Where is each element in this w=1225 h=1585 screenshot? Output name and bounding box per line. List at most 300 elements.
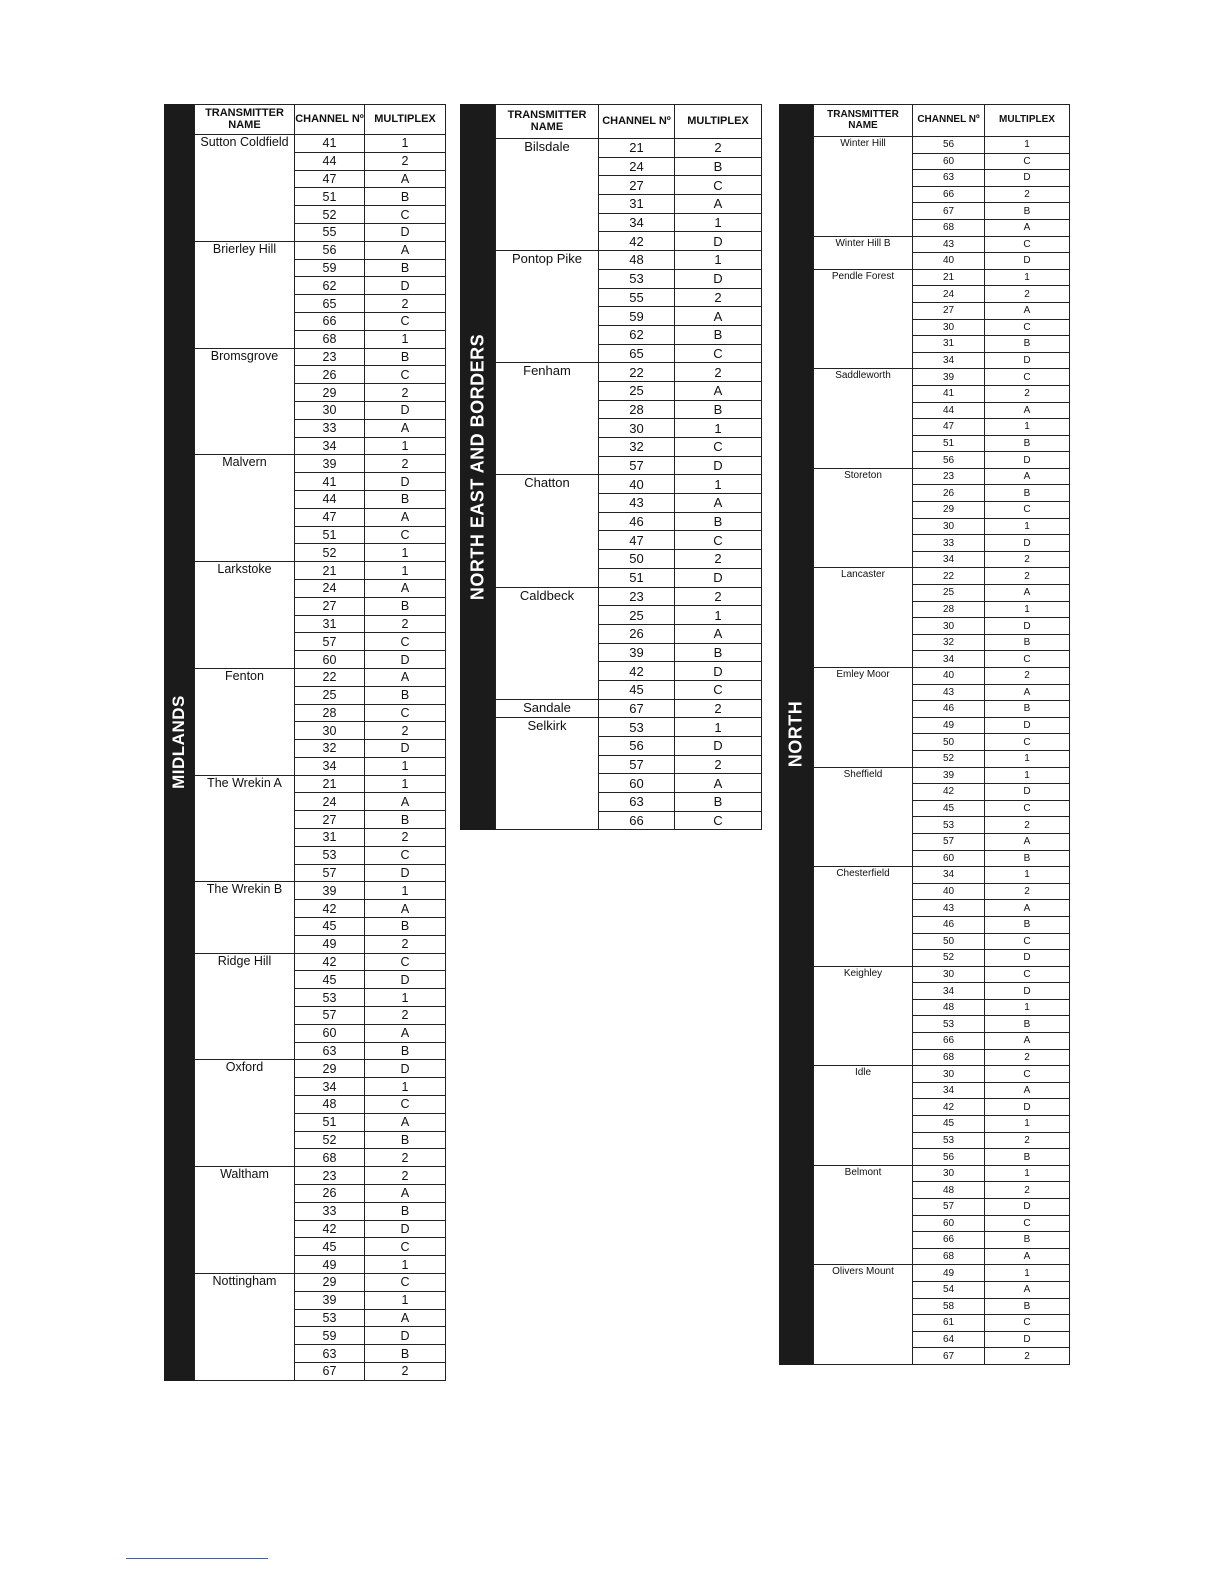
channel-cell: 53	[295, 1309, 365, 1327]
channel-cell: 27	[295, 597, 365, 615]
channel-cell: 68	[913, 1248, 985, 1265]
multiplex-cell: A	[675, 307, 762, 326]
multiplex-cell: 2	[365, 829, 446, 847]
multiplex-cell: A	[365, 579, 446, 597]
multiplex-cell: B	[675, 325, 762, 344]
channel-cell: 45	[913, 800, 985, 817]
channel-cell: 43	[913, 236, 985, 253]
channel-cell: 47	[913, 419, 985, 436]
channel-cell: 27	[599, 176, 675, 195]
channel-cell: 51	[295, 188, 365, 206]
channel-cell: 34	[913, 651, 985, 668]
channel-cell: 56	[913, 452, 985, 469]
channel-cell: 68	[913, 1049, 985, 1066]
channel-cell: 51	[913, 435, 985, 452]
transmitter-name: Winter Hill	[814, 137, 913, 237]
multiplex-cell: B	[365, 1345, 446, 1363]
channel-cell: 22	[599, 363, 675, 382]
channel-cell: 30	[295, 401, 365, 419]
multiplex-cell: D	[985, 1099, 1070, 1116]
multiplex-cell: 1	[675, 419, 762, 438]
transmitter-name: Pontop Pike	[496, 251, 599, 363]
multiplex-cell: C	[365, 1274, 446, 1292]
multiplex-cell: D	[365, 1060, 446, 1078]
multiplex-cell: 1	[675, 213, 762, 232]
transmitter-name: Winter Hill B	[814, 236, 913, 269]
table-row	[195, 882, 446, 900]
channel-cell: 42	[599, 232, 675, 251]
multiplex-cell: 1	[985, 750, 1070, 767]
multiplex-cell: A	[985, 1281, 1070, 1298]
multiplex-cell: 1	[365, 330, 446, 348]
channel-cell: 56	[295, 241, 365, 259]
table-row	[814, 668, 1070, 685]
channel-cell: 42	[913, 784, 985, 801]
channel-cell: 30	[913, 1066, 985, 1083]
multiplex-cell: 1	[365, 1078, 446, 1096]
channel-cell: 60	[913, 153, 985, 170]
channel-cell: 25	[599, 606, 675, 625]
multiplex-cell: B	[365, 918, 446, 936]
table-row	[195, 348, 446, 366]
multiplex-cell: D	[675, 662, 762, 681]
multiplex-cell: 1	[365, 882, 446, 900]
channel-cell: 45	[913, 1116, 985, 1133]
multiplex-cell: A	[675, 494, 762, 513]
channel-cell: 21	[913, 269, 985, 286]
multiplex-cell: 2	[985, 1049, 1070, 1066]
multiplex-cell: A	[365, 793, 446, 811]
multiplex-cell: 2	[675, 139, 762, 158]
table-row	[195, 953, 446, 971]
table-row	[814, 1265, 1070, 1282]
multiplex-cell: C	[365, 633, 446, 651]
channel-cell: 24	[295, 793, 365, 811]
region-label: MIDLANDS	[169, 695, 188, 790]
multiplex-cell: D	[365, 223, 446, 241]
channel-cell: 24	[295, 579, 365, 597]
channel-cell: 52	[295, 544, 365, 562]
region-band	[779, 104, 813, 1365]
channel-cell: 59	[295, 259, 365, 277]
channel-cell: 68	[913, 219, 985, 236]
transmitter-name: Brierley Hill	[195, 241, 295, 348]
multiplex-cell: C	[365, 366, 446, 384]
channel-cell: 47	[295, 170, 365, 188]
channel-cell: 66	[599, 811, 675, 830]
channel-cell: 45	[295, 918, 365, 936]
table-row	[496, 699, 762, 718]
channel-cell: 63	[599, 793, 675, 812]
channel-cell: 30	[913, 518, 985, 535]
multiplex-cell: D	[365, 864, 446, 882]
region-band	[460, 104, 495, 830]
channel-cell: 45	[295, 971, 365, 989]
transmitter-name: Chesterfield	[814, 867, 913, 967]
channel-cell: 34	[599, 213, 675, 232]
channel-cell: 26	[599, 624, 675, 643]
channel-cell: 53	[599, 269, 675, 288]
multiplex-cell: 2	[675, 363, 762, 382]
multiplex-cell: D	[365, 651, 446, 669]
channel-cell: 41	[295, 135, 365, 153]
transmitter-name: Sandale	[496, 699, 599, 718]
channel-cell: 33	[913, 535, 985, 552]
channel-cell: 60	[913, 1215, 985, 1232]
channel-cell: 34	[913, 983, 985, 1000]
channel-cell: 31	[599, 195, 675, 214]
multiplex-cell: B	[985, 1298, 1070, 1315]
channel-cell: 67	[913, 203, 985, 220]
channel-cell: 32	[599, 438, 675, 457]
channel-cell: 57	[599, 456, 675, 475]
channel-cell: 48	[295, 1096, 365, 1114]
table-row	[814, 369, 1070, 386]
multiplex-cell: D	[985, 950, 1070, 967]
channel-cell: 25	[295, 686, 365, 704]
transmitter-name: Oxford	[195, 1060, 295, 1167]
channel-cell: 34	[295, 437, 365, 455]
multiplex-cell: 2	[985, 385, 1070, 402]
channel-cell: 45	[295, 1238, 365, 1256]
multiplex-cell: C	[365, 846, 446, 864]
channel-cell: 26	[295, 1185, 365, 1203]
region-label: NORTH EAST AND BORDERS	[467, 334, 487, 601]
multiplex-cell: 1	[365, 544, 446, 562]
multiplex-cell: B	[365, 686, 446, 704]
channel-cell: 63	[295, 1345, 365, 1363]
multiplex-cell: A	[675, 624, 762, 643]
multiplex-cell: 1	[985, 137, 1070, 154]
channel-cell: 43	[599, 494, 675, 513]
multiplex-cell: C	[985, 966, 1070, 983]
channel-cell: 39	[913, 369, 985, 386]
channel-cell: 48	[599, 251, 675, 270]
multiplex-cell: B	[985, 916, 1070, 933]
transmitter-name: Belmont	[814, 1165, 913, 1265]
multiplex-cell: B	[985, 1232, 1070, 1249]
region-band	[164, 104, 194, 1381]
multiplex-cell: 2	[675, 550, 762, 569]
multiplex-cell: A	[985, 1033, 1070, 1050]
region-midlands	[164, 104, 446, 1381]
table-row	[496, 363, 762, 382]
multiplex-cell: 1	[365, 1291, 446, 1309]
multiplex-cell: A	[985, 402, 1070, 419]
channel-cell: 49	[913, 1265, 985, 1282]
multiplex-cell: C	[365, 1238, 446, 1256]
table-row	[195, 1060, 446, 1078]
channel-cell: 48	[913, 999, 985, 1016]
channel-cell: 42	[295, 953, 365, 971]
multiplex-cell: C	[985, 933, 1070, 950]
multiplex-cell: A	[985, 900, 1070, 917]
channel-cell: 39	[295, 882, 365, 900]
multiplex-cell: D	[675, 269, 762, 288]
channel-cell: 44	[295, 490, 365, 508]
transmitter-name: Idle	[814, 1066, 913, 1166]
multiplex-cell: C	[985, 502, 1070, 519]
multiplex-cell: D	[365, 401, 446, 419]
channel-cell: 34	[913, 1082, 985, 1099]
transmitter-name: Fenton	[195, 668, 295, 775]
channel-cell: 34	[295, 757, 365, 775]
table-row	[814, 1165, 1070, 1182]
multiplex-cell: A	[985, 219, 1070, 236]
multiplex-cell: D	[985, 352, 1070, 369]
table-row	[814, 137, 1070, 154]
multiplex-cell: 2	[365, 1149, 446, 1167]
multiplex-cell: D	[365, 277, 446, 295]
channel-cell: 28	[295, 704, 365, 722]
multiplex-cell: 1	[985, 269, 1070, 286]
channel-cell: 41	[913, 385, 985, 402]
table-row	[496, 251, 762, 270]
channel-cell: 40	[599, 475, 675, 494]
multiplex-cell: 1	[365, 1256, 446, 1274]
header-multiplex: MULTIPLEX	[985, 105, 1070, 137]
transmitter-name: Storeton	[814, 468, 913, 568]
channel-cell: 27	[295, 811, 365, 829]
multiplex-cell: 1	[985, 999, 1070, 1016]
table-row	[814, 468, 1070, 485]
transmitter-name: Waltham	[195, 1167, 295, 1274]
multiplex-cell: 1	[365, 437, 446, 455]
multiplex-cell: 1	[675, 606, 762, 625]
channel-cell: 66	[913, 186, 985, 203]
multiplex-cell: 2	[985, 668, 1070, 685]
transmitter-name: Nottingham	[195, 1274, 295, 1381]
multiplex-cell: B	[365, 188, 446, 206]
channel-cell: 52	[913, 950, 985, 967]
channel-cell: 60	[295, 1024, 365, 1042]
multiplex-cell: B	[985, 1016, 1070, 1033]
multiplex-cell: 2	[985, 186, 1070, 203]
channel-cell: 25	[913, 585, 985, 602]
channel-cell: 61	[913, 1315, 985, 1332]
channel-cell: 34	[295, 1078, 365, 1096]
multiplex-cell: 2	[675, 699, 762, 718]
channel-cell: 47	[599, 531, 675, 550]
multiplex-cell: A	[365, 1113, 446, 1131]
multiplex-cell: 2	[365, 1007, 446, 1025]
table-row	[195, 241, 446, 259]
multiplex-cell: D	[985, 618, 1070, 635]
multiplex-cell: B	[675, 643, 762, 662]
multiplex-cell: 2	[365, 152, 446, 170]
channel-cell: 57	[295, 1007, 365, 1025]
channel-cell: 39	[295, 1291, 365, 1309]
channel-cell: 34	[913, 352, 985, 369]
channel-cell: 60	[295, 651, 365, 669]
channel-cell: 68	[295, 330, 365, 348]
channel-cell: 42	[295, 900, 365, 918]
multiplex-cell: C	[985, 369, 1070, 386]
channel-cell: 51	[599, 568, 675, 587]
multiplex-cell: D	[365, 740, 446, 758]
multiplex-cell: C	[365, 1096, 446, 1114]
channel-cell: 63	[913, 170, 985, 187]
channel-cell: 43	[913, 900, 985, 917]
transmitter-name: Larkstoke	[195, 562, 295, 669]
transmitter-name: Emley Moor	[814, 668, 913, 768]
channel-cell: 49	[913, 717, 985, 734]
table-row	[195, 1167, 446, 1185]
channel-cell: 30	[913, 966, 985, 983]
table-row	[195, 775, 446, 793]
channel-cell: 32	[913, 634, 985, 651]
multiplex-cell: D	[365, 971, 446, 989]
channel-cell: 42	[599, 662, 675, 681]
multiplex-cell: B	[365, 1202, 446, 1220]
multiplex-cell: C	[365, 206, 446, 224]
channel-cell: 52	[295, 206, 365, 224]
multiplex-cell: C	[675, 680, 762, 699]
channel-cell: 62	[599, 325, 675, 344]
channel-cell: 50	[599, 550, 675, 569]
multiplex-cell: A	[985, 833, 1070, 850]
multiplex-cell: 2	[675, 288, 762, 307]
channel-cell: 26	[913, 485, 985, 502]
multiplex-cell: B	[365, 597, 446, 615]
multiplex-cell: 1	[985, 767, 1070, 784]
transmitter-name: Keighley	[814, 966, 913, 1066]
channel-cell: 67	[913, 1348, 985, 1365]
multiplex-cell: 1	[675, 718, 762, 737]
multiplex-cell: C	[985, 651, 1070, 668]
channel-cell: 31	[295, 615, 365, 633]
channel-cell: 30	[913, 618, 985, 635]
channel-cell: 42	[295, 1220, 365, 1238]
multiplex-cell: 1	[985, 419, 1070, 436]
multiplex-cell: A	[675, 774, 762, 793]
multiplex-cell: B	[675, 400, 762, 419]
header-channel: CHANNEL Nº	[599, 105, 675, 139]
multiplex-cell: D	[675, 568, 762, 587]
channel-cell: 49	[295, 935, 365, 953]
multiplex-cell: 1	[365, 989, 446, 1007]
channel-cell: 30	[599, 419, 675, 438]
header-multiplex: MULTIPLEX	[365, 105, 446, 135]
header-row	[195, 105, 446, 135]
multiplex-cell: D	[675, 456, 762, 475]
channel-cell: 46	[913, 916, 985, 933]
channel-cell: 29	[913, 502, 985, 519]
multiplex-cell: C	[985, 1215, 1070, 1232]
multiplex-cell: 1	[985, 867, 1070, 884]
multiplex-cell: 1	[365, 775, 446, 793]
channel-cell: 54	[913, 1281, 985, 1298]
table-row	[814, 568, 1070, 585]
channel-cell: 43	[913, 684, 985, 701]
channel-cell: 46	[913, 701, 985, 718]
channel-cell: 29	[295, 1060, 365, 1078]
channel-cell: 58	[913, 1298, 985, 1315]
channel-cell: 27	[913, 302, 985, 319]
channel-cell: 65	[295, 295, 365, 313]
multiplex-cell: D	[675, 232, 762, 251]
multiplex-cell: D	[985, 983, 1070, 1000]
channel-cell: 66	[913, 1232, 985, 1249]
multiplex-cell: A	[365, 900, 446, 918]
channel-cell: 21	[599, 139, 675, 158]
channel-cell: 24	[913, 286, 985, 303]
transmitter-name: Bilsdale	[496, 139, 599, 251]
channel-cell: 22	[913, 568, 985, 585]
multiplex-cell: B	[675, 793, 762, 812]
channel-cell: 63	[295, 1042, 365, 1060]
channel-cell: 47	[295, 508, 365, 526]
channel-cell: 57	[599, 755, 675, 774]
multiplex-cell: B	[675, 157, 762, 176]
multiplex-cell: 2	[365, 295, 446, 313]
multiplex-cell: A	[985, 1248, 1070, 1265]
transmitter-name: Chatton	[496, 475, 599, 587]
table-row	[496, 475, 762, 494]
multiplex-cell: C	[985, 734, 1070, 751]
multiplex-cell: 1	[365, 135, 446, 153]
transmitter-name: Malvern	[195, 455, 295, 562]
multiplex-cell: B	[365, 490, 446, 508]
table-row	[195, 455, 446, 473]
multiplex-cell: D	[675, 737, 762, 756]
multiplex-cell: B	[985, 435, 1070, 452]
channel-cell: 52	[913, 750, 985, 767]
multiplex-cell: D	[365, 473, 446, 491]
channel-cell: 67	[295, 1362, 365, 1380]
channel-cell: 33	[295, 1202, 365, 1220]
multiplex-cell: B	[985, 634, 1070, 651]
multiplex-cell: D	[985, 1199, 1070, 1216]
channel-cell: 49	[295, 1256, 365, 1274]
multiplex-cell: B	[365, 259, 446, 277]
multiplex-cell: 2	[985, 883, 1070, 900]
table-row	[814, 767, 1070, 784]
table-row	[814, 867, 1070, 884]
transmitter-name: Bromsgrove	[195, 348, 295, 455]
multiplex-cell: C	[985, 1066, 1070, 1083]
region-label: NORTH	[785, 701, 806, 768]
region-north	[779, 104, 1070, 1365]
multiplex-cell: A	[985, 1082, 1070, 1099]
channel-cell: 34	[913, 551, 985, 568]
table-row	[496, 718, 762, 737]
channel-cell: 50	[913, 734, 985, 751]
channel-cell: 45	[599, 680, 675, 699]
multiplex-cell: A	[365, 1309, 446, 1327]
multiplex-cell: 2	[365, 384, 446, 402]
header-transmitter-name: TRANSMITTER NAME	[195, 105, 295, 135]
channel-cell: 28	[599, 400, 675, 419]
multiplex-cell: 2	[985, 568, 1070, 585]
multiplex-cell: A	[675, 381, 762, 400]
channel-cell: 67	[599, 699, 675, 718]
header-transmitter-name: TRANSMITTER NAME	[814, 105, 913, 137]
channel-cell: 33	[295, 419, 365, 437]
channel-cell: 26	[295, 366, 365, 384]
channel-cell: 21	[295, 775, 365, 793]
multiplex-cell: C	[675, 811, 762, 830]
multiplex-cell: 2	[365, 722, 446, 740]
multiplex-cell: 2	[985, 1182, 1070, 1199]
channel-cell: 40	[913, 253, 985, 270]
multiplex-cell: 1	[985, 601, 1070, 618]
footer-rule	[126, 1558, 268, 1559]
channel-cell: 34	[913, 867, 985, 884]
multiplex-cell: 2	[365, 935, 446, 953]
transmitter-name: Ridge Hill	[195, 953, 295, 1060]
transmitter-table	[813, 104, 1070, 1365]
